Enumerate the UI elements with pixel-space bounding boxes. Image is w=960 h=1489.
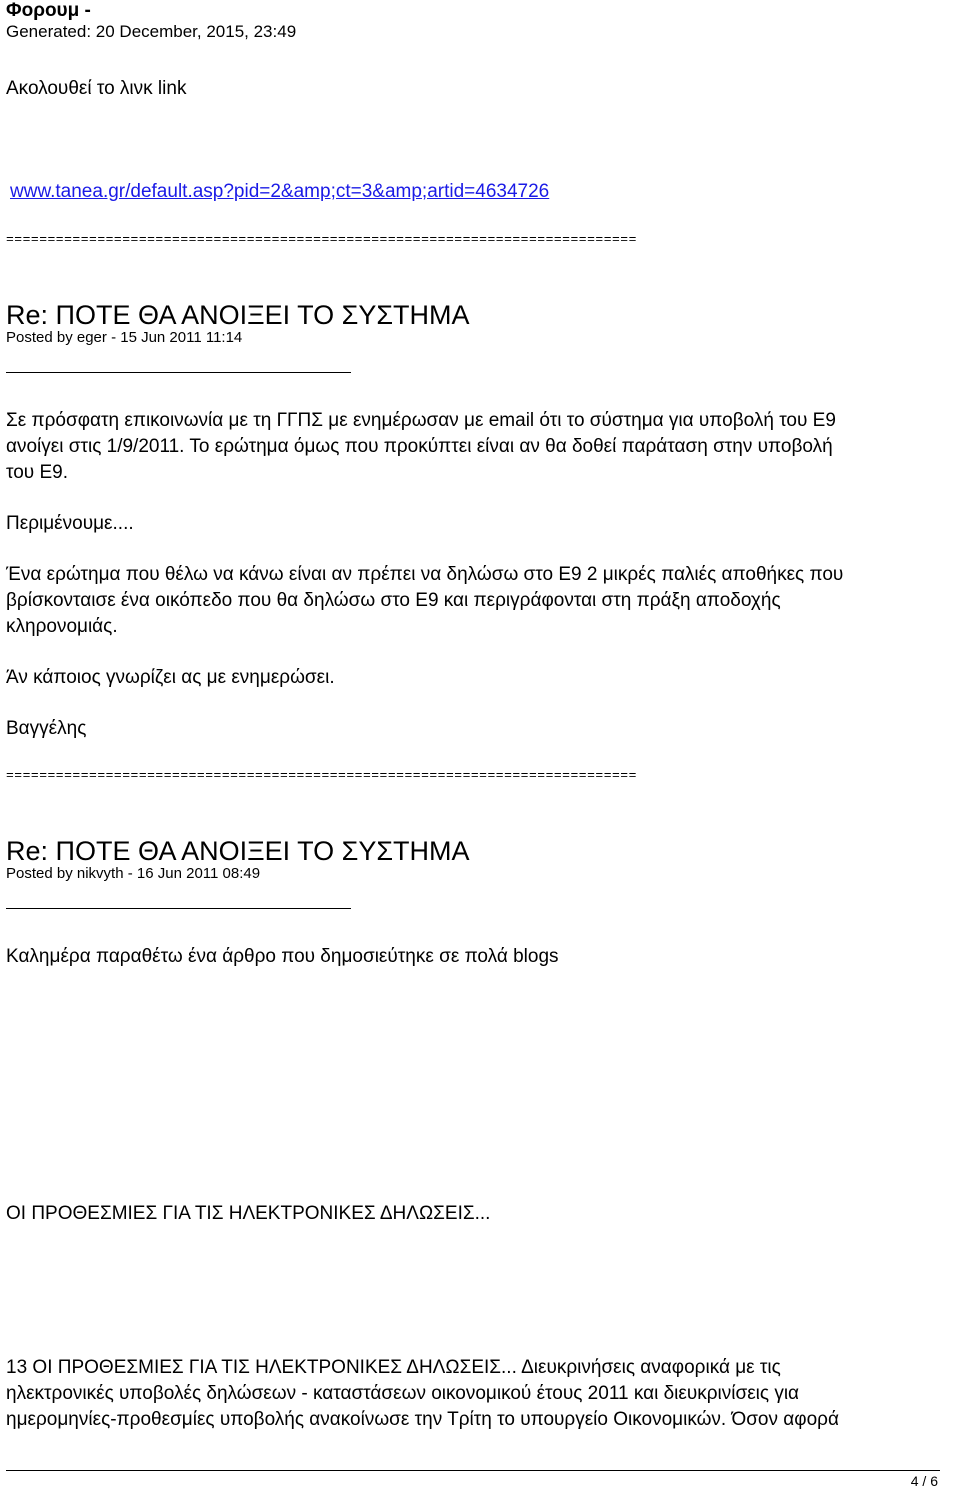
post-line: Άν κάποιος γνωρίζει ας με ενημερώσει.: [6, 667, 335, 688]
post-line: Καλημέρα παραθέτω ένα άρθρο που δημοσιεύτηκε σε πολά blogs: [6, 946, 559, 967]
separator: ============================================================================: [6, 232, 637, 247]
post-line: Περιμένουμε....: [6, 513, 134, 534]
post-line: ημερομηνίες-προθεσμίες υποβολής ανακοίνωσε την Τρίτη το υπουργείο Οικονομικών. Όσον αφορά: [6, 1409, 839, 1430]
post-line: βρίσκονταισε ένα οικόπεδο που θα δηλώσω στο Ε9 και περιγράφονται στη πράξη αποδοχής: [6, 590, 781, 611]
post-line: κληρονομιάς.: [6, 616, 118, 637]
footer-divider: [6, 1470, 940, 1471]
post-line: 13 ΟΙ ΠΡΟΘΕΣΜΙΕΣ ΓΙΑ ΤΙΣ ΗΛΕΚΤΡΟΝΙΚΕΣ ΔΗΛΩΣΕΙΣ... Διευκρινήσεις αναφορικά με τις: [6, 1357, 781, 1378]
post-signature: Βαγγέλης: [6, 718, 87, 739]
article-link[interactable]: www.tanea.gr/default.asp?pid=2&amp;ct=3&amp;artid=4634726: [10, 181, 550, 202]
document-title: Φορουμ -: [6, 0, 91, 21]
intro-text: Ακολουθεί το λινκ link: [6, 78, 187, 99]
post-line: του Ε9.: [6, 462, 68, 483]
post-line: Σε πρόσφατη επικοινωνία με τη ΓΓΠΣ με ενημέρωσαν με email ότι το σύστημα για υποβολή του Ε9: [6, 410, 836, 431]
post-divider: [6, 908, 351, 909]
page-number: 4 / 6: [910, 1473, 938, 1489]
post-divider: [6, 372, 351, 373]
post-line: ηλεκτρονικές υποβολές δηλώσεων - καταστάσεων οικονομικού έτους 2011 και διευκρινίσεις για: [6, 1383, 800, 1404]
separator: ============================================================================: [6, 768, 637, 783]
post-line: ΟΙ ΠΡΟΘΕΣΜΙΕΣ ΓΙΑ ΤΙΣ ΗΛΕΚΤΡΟΝΙΚΕΣ ΔΗΛΩΣΕΙΣ...: [6, 1203, 491, 1224]
post-meta: Posted by nikvyth - 16 Jun 2011 08:49: [6, 865, 261, 882]
post-title: Re: ΠΟΤΕ ΘΑ ΑΝΟΙΞΕΙ ΤΟ ΣΥΣΤΗΜΑ: [6, 836, 470, 866]
post-line: Ένα ερώτημα που θέλω να κάνω είναι αν πρέπει να δηλώσω στο Ε9 2 μικρές παλιές αποθήκες που: [6, 564, 844, 585]
generated-timestamp: Generated: 20 December, 2015, 23:49: [6, 22, 297, 41]
post-line: ανοίγει στις 1/9/2011. Το ερώτημα όμως που προκύπτει είναι αν θα δοθεί παράταση στην υποβολή: [6, 436, 833, 457]
post-meta: Posted by eger - 15 Jun 2011 11:14: [6, 329, 243, 346]
post-title: Re: ΠΟΤΕ ΘΑ ΑΝΟΙΞΕΙ ΤΟ ΣΥΣΤΗΜΑ: [6, 300, 470, 330]
